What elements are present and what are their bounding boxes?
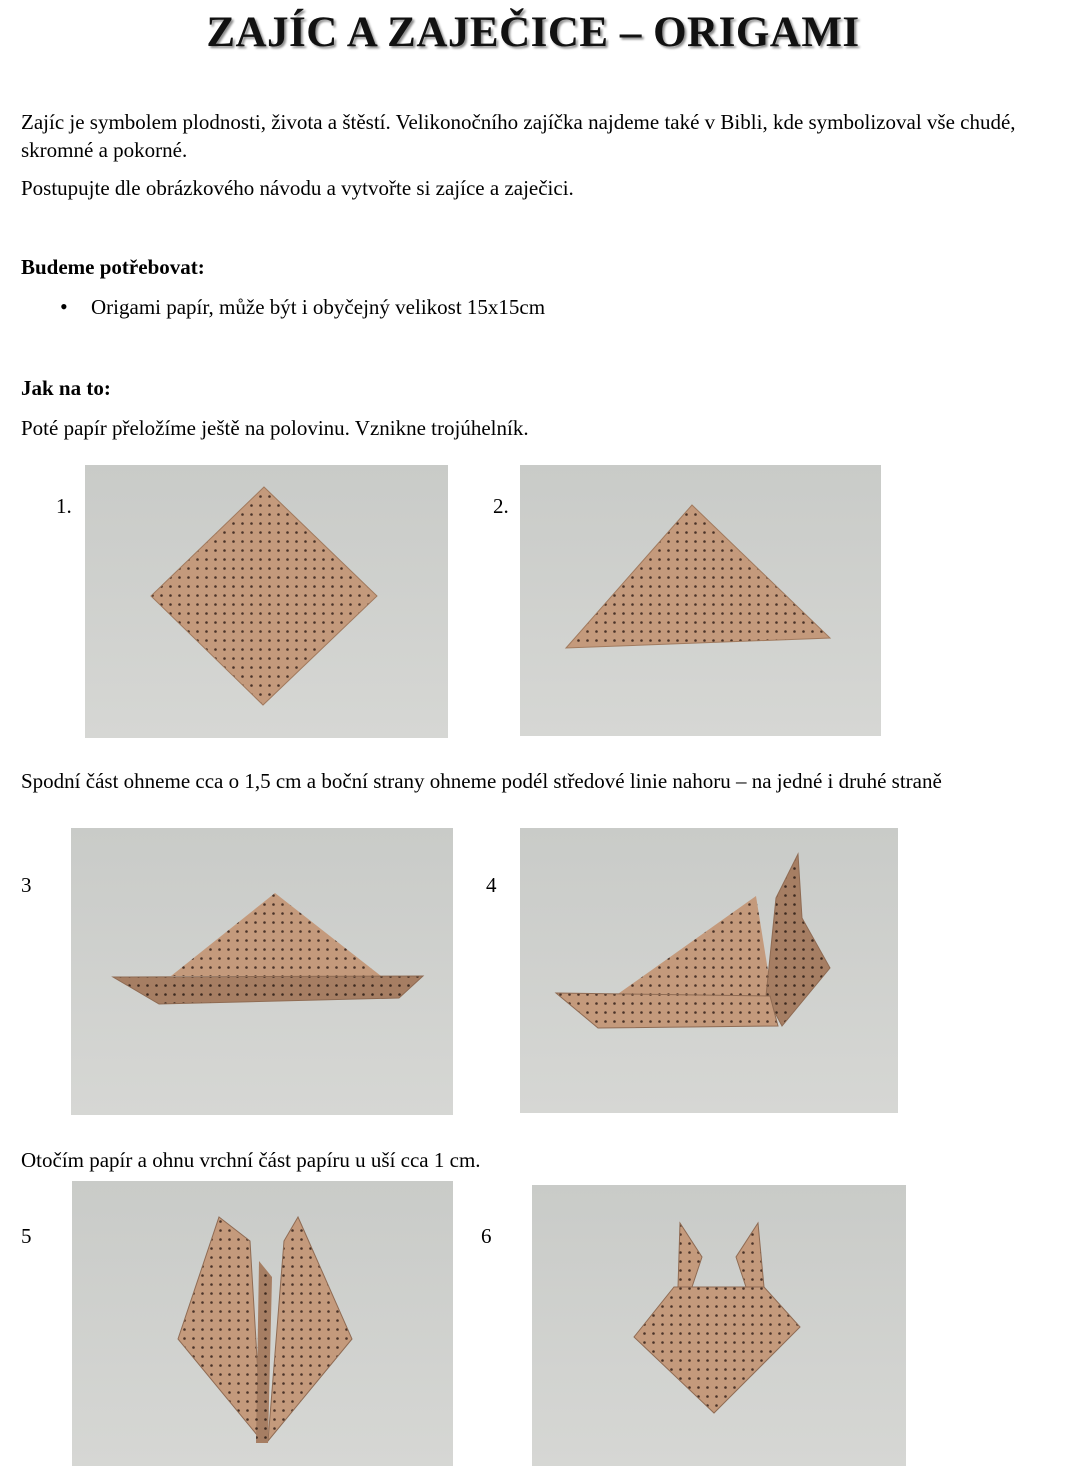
square-paper-diamond xyxy=(85,465,448,738)
materials-item: Origami papír, může být i obyčejný velikost 15x15cm xyxy=(91,295,546,319)
triangle-paper xyxy=(520,465,881,736)
step-text-3: Otočím papír a ohnu vrchní část papíru u uší cca 1 cm. xyxy=(21,1148,481,1172)
step-text-2: Spodní část ohneme cca o 1,5 cm a boční strany ohneme podél středové linie nahoru – na jedné i druhé straně xyxy=(21,769,942,793)
step-text-1: Poté papír přeložíme ještě na polovinu. Vznikne trojúhelník. xyxy=(21,416,529,440)
bullet: • xyxy=(60,294,68,319)
step-number-2: 2. xyxy=(493,494,509,518)
step-number-6: 6 xyxy=(481,1224,492,1248)
step-number-1: 1. xyxy=(56,494,72,518)
side-folded-up xyxy=(520,828,898,1113)
step-photo-1 xyxy=(85,465,448,738)
step-number-3: 3 xyxy=(21,873,32,897)
step-photo-6 xyxy=(532,1185,906,1466)
howto-heading: Jak na to: xyxy=(21,376,111,400)
rabbit-head-finished xyxy=(532,1185,906,1466)
step-photo-4 xyxy=(520,828,898,1113)
step-photo-3 xyxy=(71,828,453,1115)
materials-heading: Budeme potřebovat: xyxy=(21,255,205,279)
step-photo-5 xyxy=(72,1181,453,1466)
page-title: ZAJÍC A ZAJEČICE – ORIGAMI xyxy=(206,9,860,56)
intro-paragraph-2: Postupujte dle obrázkového návodu a vytvořte si zajíce a zaječici. xyxy=(21,176,574,200)
step-photo-2 xyxy=(520,465,881,736)
rabbit-ears-folded xyxy=(72,1181,453,1466)
intro-paragraph-1: Zajíc je symbolem plodnosti, života a štěstí. Velikonočního zajíčka najdeme také v Bibli, kde symbolizoval vše chudé, skromné a pokorné. xyxy=(21,110,1016,162)
step-number-5: 5 xyxy=(21,1224,32,1248)
triangle-folded-base xyxy=(71,828,453,1115)
step-number-4: 4 xyxy=(486,873,497,897)
